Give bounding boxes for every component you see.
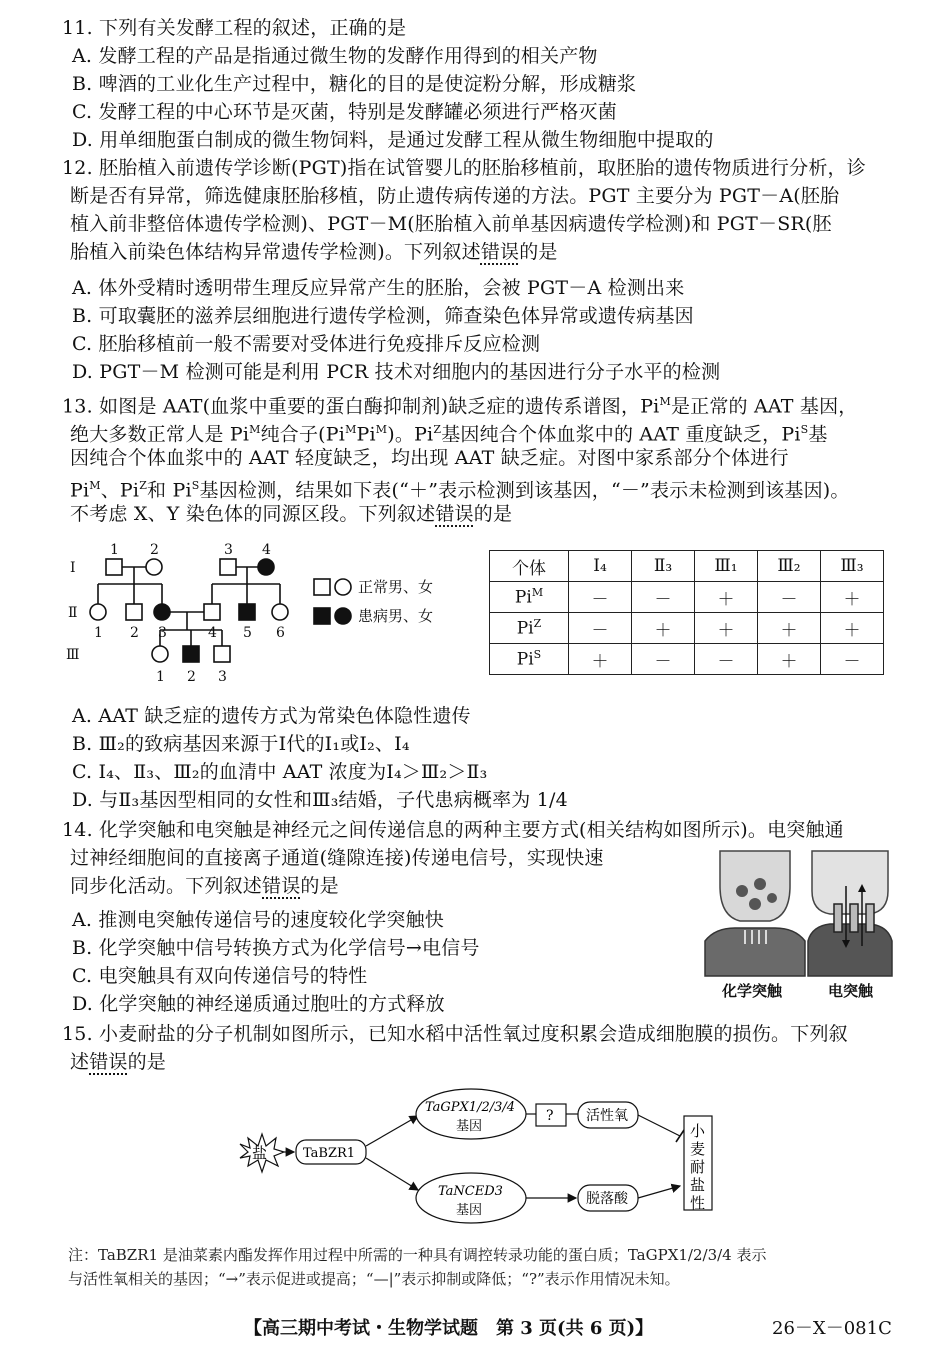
q15-stem-line-2: 述错误的是 bbox=[70, 1051, 167, 1073]
row-gene-label: $Pi^M$ bbox=[490, 582, 569, 613]
q13-option-b: B. Ⅲ₂的致病基因来源于Ⅰ代的Ⅰ₁或Ⅰ₂、Ⅰ₄ bbox=[72, 733, 410, 755]
table-cell: － bbox=[695, 644, 758, 675]
table-cell: － bbox=[632, 644, 695, 675]
q11-option-a: A. 发酵工程的产品是指通过微生物的发酵作用得到的相关产物 bbox=[72, 45, 598, 67]
q15-note-line-2: 与活性氧相关的基因；“→”表示促进或提高；“—|”表示抑制或降低；“?”表示作用情况未知。 bbox=[68, 1270, 680, 1288]
II-5-male-affected bbox=[239, 604, 255, 620]
legend-normal-female bbox=[335, 579, 351, 595]
q13-stem-line-2: 绝大多数正常人是 $Pi^M$纯合子$(Pi^MPi^M)$。$Pi^Z$基因纯合个体血浆中的 AAT 重度缺乏，$Pi^S$基 bbox=[70, 423, 828, 446]
result-char: 盐 bbox=[690, 1176, 706, 1194]
synapse-figure bbox=[700, 846, 900, 1006]
gen-label-II: Ⅱ bbox=[68, 605, 78, 621]
gen2-num-3: 3 bbox=[158, 625, 167, 641]
genotype-table bbox=[489, 550, 884, 675]
gen2-num-6: 6 bbox=[276, 625, 285, 641]
gen3-num-2: 2 bbox=[187, 669, 196, 685]
I-3-male bbox=[220, 559, 236, 575]
I-2-female bbox=[146, 559, 162, 575]
q15-stem-line-1: 15. 小麦耐盐的分子机制如图所示，已知水稻中活性氧过度积累会造成细胞膜的损伤。下列叙 bbox=[62, 1023, 848, 1045]
table-cell: ＋ bbox=[569, 644, 632, 675]
q13-option-c: C. Ⅰ₄、Ⅱ₃、Ⅲ₂的血清中 AAT 浓度为Ⅰ₄＞Ⅲ₂＞Ⅱ₃ bbox=[72, 761, 488, 783]
q13-stem-line-4: $Pi^M$、$Pi^Z$和 $Pi^S$基因检测，结果如下表(“＋”表示检测到该基因，“－”表示未检测到该基因)。 bbox=[70, 479, 850, 502]
table-col-header: Ⅰ₄ bbox=[569, 551, 632, 582]
legend-affected-female bbox=[335, 608, 351, 624]
III-3-male bbox=[214, 646, 230, 662]
pedigree-chart bbox=[62, 540, 462, 696]
page-footer-code: 26－X－081C bbox=[772, 1318, 892, 1339]
table-cell: － bbox=[758, 582, 821, 613]
vesicle bbox=[754, 878, 766, 890]
table-cell: ＋ bbox=[695, 613, 758, 644]
q12-option-a: A. 体外受精时透明带生理反应异常产生的胚胎，会被 PGT－A 检测出来 bbox=[72, 277, 685, 299]
q14-stem-line-2: 过神经细胞间的直接离子通道(缝隙连接)传递电信号，实现快速 bbox=[70, 847, 604, 869]
q14-stem-line-1: 14. 化学突触和电突触是神经元之间传递信息的两种主要方式(相关结构如图所示)。电突触通 bbox=[62, 819, 844, 841]
table-col-header: Ⅱ₃ bbox=[632, 551, 695, 582]
table-cell: － bbox=[632, 582, 695, 613]
table-row bbox=[490, 582, 884, 613]
tabzr1-label: TaBZR1 bbox=[303, 1146, 356, 1161]
table-cell: ＋ bbox=[821, 613, 884, 644]
q13-option-d: D. 与Ⅱ₃基因型相同的女性和Ⅲ₃结婚，子代患病概率为 1/4 bbox=[72, 789, 568, 811]
gpx-gene-sub: 基因 bbox=[456, 1119, 483, 1134]
gen-label-III: Ⅲ bbox=[66, 647, 80, 663]
gen2-num-5: 5 bbox=[243, 625, 252, 641]
I-1-male bbox=[106, 559, 122, 575]
q11-option-d: D. 用单细胞蛋白制成的微生物饲料，是通过发酵工程从微生物细胞中提取的 bbox=[72, 129, 714, 151]
q14-option-c: C. 电突触具有双向传递信号的特性 bbox=[72, 965, 368, 987]
legend-affected-label: 患病男、女 bbox=[358, 607, 434, 625]
III-1-female bbox=[152, 646, 168, 662]
ros-label: 活性氧 bbox=[586, 1108, 628, 1124]
table-cell: － bbox=[569, 613, 632, 644]
table-header-row bbox=[490, 551, 884, 582]
q13-option-a: A. AAT 缺乏症的遗传方式为常染色体隐性遗传 bbox=[72, 705, 471, 727]
q12-option-b: B. 可取囊胚的滋养层细胞进行遗传学检测，筛查染色体异常或遗传病基因 bbox=[72, 305, 694, 327]
chemical-synapse-label: 化学突触 bbox=[722, 982, 783, 1000]
chemical-postsynaptic bbox=[705, 928, 805, 976]
table-cell: ＋ bbox=[695, 582, 758, 613]
gen1-num-4: 4 bbox=[262, 542, 271, 558]
table-cell: － bbox=[569, 582, 632, 613]
I-4-female-affected bbox=[258, 559, 274, 575]
row-gene-label: $Pi^Z$ bbox=[490, 613, 569, 644]
salt-label: 盐 bbox=[252, 1144, 268, 1162]
legend-affected-male bbox=[314, 608, 330, 624]
III-2-male-affected bbox=[183, 646, 199, 662]
table-row bbox=[490, 644, 884, 675]
II-1-female bbox=[90, 604, 106, 620]
table-corner: 个体 bbox=[490, 551, 569, 582]
page-footer-title: 【高三期中考试・生物学试题 第 3 页(共 6 页)】 bbox=[244, 1318, 654, 1339]
salt-tolerance-diagram bbox=[228, 1086, 728, 1236]
gen1-num-2: 2 bbox=[150, 542, 159, 558]
q14-stem-line-3: 同步化活动。下列叙述错误的是 bbox=[70, 875, 339, 897]
gen3-num-1: 1 bbox=[156, 669, 165, 685]
gen-label-I: Ⅰ bbox=[70, 560, 76, 576]
II-4-male bbox=[204, 604, 220, 620]
q12-emphasis: 错误 bbox=[480, 241, 520, 263]
q11-stem: 11. 下列有关发酵工程的叙述，正确的是 bbox=[62, 17, 407, 39]
table-row bbox=[490, 613, 884, 644]
q12-option-d: D. PGT－M 检测可能是利用 PCR 技术对细胞内的基因进行分子水平的检测 bbox=[72, 361, 721, 383]
result-char: 小 bbox=[690, 1122, 706, 1140]
vesicle bbox=[749, 898, 761, 910]
q14-option-a: A. 推测电突触传递信号的速度较化学突触快 bbox=[72, 909, 445, 931]
q14-emphasis: 错误 bbox=[262, 875, 301, 897]
gen2-num-2: 2 bbox=[130, 625, 139, 641]
table-col-header: Ⅲ₁ bbox=[695, 551, 758, 582]
II-6-female bbox=[272, 604, 288, 620]
aba-label: 脱落酸 bbox=[586, 1191, 628, 1207]
q14-option-d: D. 化学突触的神经递质通过胞吐的方式释放 bbox=[72, 993, 445, 1015]
vesicle bbox=[736, 885, 748, 897]
q15-note-line-1: 注：TaBZR1 是油菜素内酯发挥作用过程中所需的一种具有调控转录功能的蛋白质；TaGPX1/2/3/4 表示 bbox=[68, 1246, 767, 1264]
q13-stem-line-1: 13. 如图是 AAT(血浆中重要的蛋白酶抑制剂)缺乏症的遗传系谱图，$Pi^M$是正常的 AAT 基因， bbox=[62, 395, 858, 418]
legend-normal-label: 正常男、女 bbox=[358, 578, 434, 596]
result-char: 性 bbox=[690, 1194, 706, 1212]
nced-gene-label: TaNCED3 bbox=[438, 1184, 503, 1199]
result-char: 麦 bbox=[690, 1140, 706, 1158]
gen3-num-3: 3 bbox=[218, 669, 227, 685]
q11-option-c: C. 发酵工程的中心环节是灭菌，特别是发酵罐必须进行严格灭菌 bbox=[72, 101, 617, 123]
result-char: 耐 bbox=[690, 1158, 706, 1176]
q12-stem-line-2: 断是否有异常，筛选健康胚胎移植，防止遗传病传递的方法。PGT 主要分为 PGT－A(胚胎 bbox=[70, 185, 840, 207]
q12-stem-line-4: 胎植入前染色体结构异常遗传学检测)。下列叙述错误的是 bbox=[70, 241, 558, 263]
q11-option-b: B. 啤酒的工业化生产过程中，糖化的目的是使淀粉分解，形成糖浆 bbox=[72, 73, 637, 95]
table-cell: － bbox=[821, 644, 884, 675]
unknown-effect-label: ? bbox=[546, 1108, 554, 1124]
table-col-header: Ⅲ₃ bbox=[821, 551, 884, 582]
table-cell: ＋ bbox=[758, 644, 821, 675]
gen2-num-1: 1 bbox=[94, 625, 103, 641]
vesicle bbox=[767, 893, 777, 903]
gpx-gene-label: TaGPX1/2/3/4 bbox=[425, 1100, 516, 1115]
table-cell: ＋ bbox=[632, 613, 695, 644]
q12-option-c: C. 胚胎移植前一般不需要对受体进行免疫排斥反应检测 bbox=[72, 333, 541, 355]
II-3-female-affected bbox=[154, 604, 170, 620]
q15-emphasis: 错误 bbox=[89, 1051, 128, 1073]
gen1-num-3: 3 bbox=[224, 542, 233, 558]
row-gene-label: $Pi^S$ bbox=[490, 644, 569, 675]
table-cell: ＋ bbox=[821, 582, 884, 613]
electrical-synapse-label: 电突触 bbox=[828, 982, 874, 1000]
table-col-header: Ⅲ₂ bbox=[758, 551, 821, 582]
gen1-num-1: 1 bbox=[110, 542, 119, 558]
legend-normal-male bbox=[314, 579, 330, 595]
II-2-male bbox=[126, 604, 142, 620]
q12-stem-line-1: 12. 胚胎植入前遗传学诊断(PGT)指在试管婴儿的胚胎移植前，取胚胎的遗传物质进行分析，诊 bbox=[62, 157, 866, 179]
table-cell: ＋ bbox=[758, 613, 821, 644]
gen2-num-4: 4 bbox=[208, 625, 217, 641]
nced-gene-sub: 基因 bbox=[456, 1203, 483, 1218]
q12-stem-line-3: 植入前非整倍体遗传学检测)、PGT－M(胚胎植入前单基因病遗传学检测)和 PGT－SR(胚 bbox=[70, 213, 832, 235]
q13-stem-line-5: 不考虑 X、Y 染色体的同源区段。下列叙述错误的是 bbox=[70, 503, 513, 525]
q13-stem-line-3: 因纯合个体血浆中的 AAT 轻度缺乏，均出现 AAT 缺乏症。对图中家系部分个体进行 bbox=[70, 447, 789, 469]
q14-option-b: B. 化学突触中信号转换方式为化学信号→电信号 bbox=[72, 937, 480, 959]
q13-emphasis: 错误 bbox=[435, 503, 474, 525]
